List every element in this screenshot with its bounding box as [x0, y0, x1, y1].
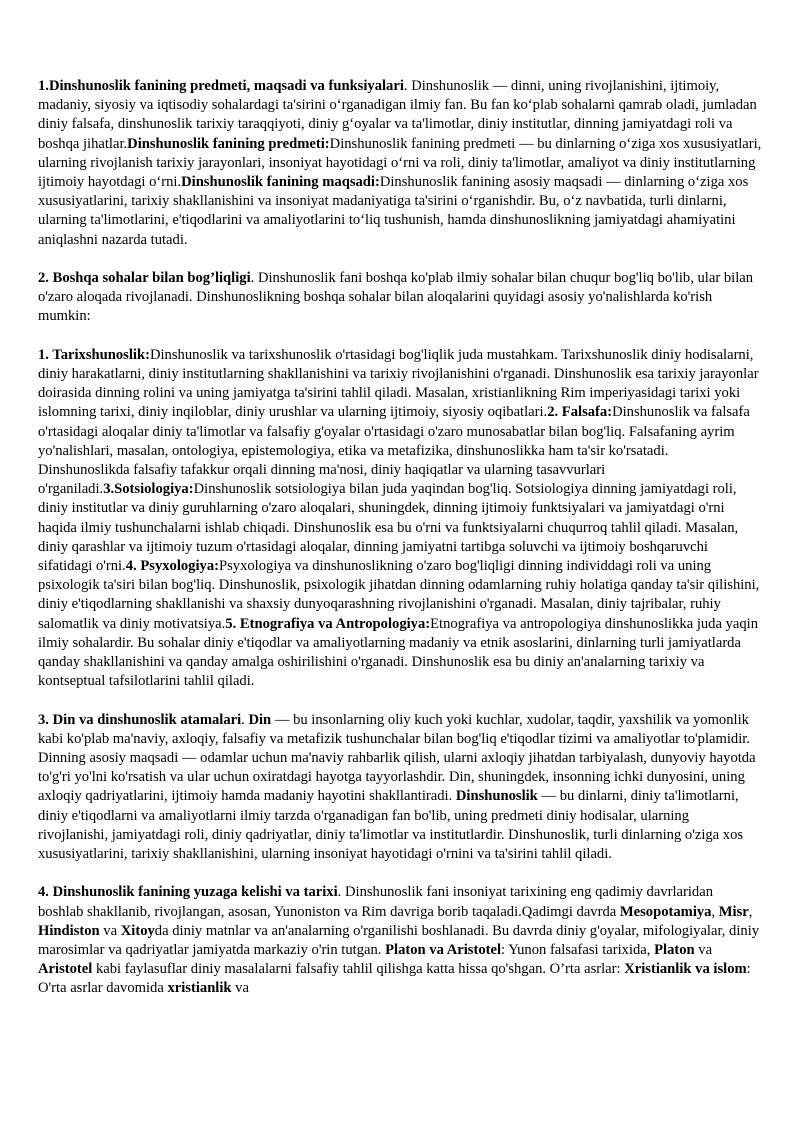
bold-text-run: Mesopotamiya — [619, 903, 712, 920]
bold-text-run: 3.Sotsiologiya: — [103, 481, 194, 498]
text-run: , — [711, 903, 719, 920]
text-run: . Dinshunoslik — dinni, uning rivojlanishini, ijtimoiy, madaniy, siyosiy va iqtisodiy sohalardagi ta'sirini oʻrganadigan ilmiy fan. Bu fan koʻplab sohalarni qamrab oladi, jumladan diniy falsafa, dinshunoslik tarixiy taraqqiyoti, diniy gʻoyalar va ta'limotlar, diniy institutlar, dinning jamiyatdagi roli va boshqa jihatlar. — [38, 78, 757, 152]
text-run: da diniy matnlar va an'analarning o'rganilishi boshlanadi. Bu davrda diniy g'oyalar, mifologiyalar, diniy marosimlar va qadriyatlar jamiyatda markaziy o'rin tutgan. — [38, 922, 760, 959]
paragraph — [38, 77, 762, 250]
text-run: : O'rta asrlar davomida — [38, 961, 751, 997]
bold-text-run: 2. Falsafa: — [547, 404, 613, 421]
text-run: — bu insonlarning oliy kuch yoki kuchlar, xudolar, taqdir, yaxshilik va yomonlik kabi ko'plab ma'naviy, axloqiy, falsafiy va metafizik tushunchalar bilan bog'liq e'tiqodlar tizimi va amaliyotlar to'plamidir. Dinning asosiy maqsadi — odamlar uchun ma'naviy rahbarlik qilish, ularni axloqiy jihatdan tarbiyalash, dunyoviy hayotda to'g'ri yo'lni ko'rsatish va ular uchun oxiratdagi hayotga tayyorlashdir. Din, shuningdek, insonning ichki dunyosini, uning axloqiy qadriyatlarini, ijtimoiy hamda madaniy hayotini shakllantiradi. — [38, 711, 756, 805]
text-run: : Yunon falsafasi tarixida, — [501, 942, 655, 959]
bold-text-run: 2. Boshqa sohalar bilan bog’liqligi — [38, 270, 251, 287]
bold-text-run: Din — [248, 711, 272, 728]
bold-text-run: 4. Psyxologiya: — [125, 558, 219, 575]
text-run: Dinshunoslik va tarixshunoslik o'rtasidagi bog'liqlik juda mustahkam. Tarixshunoslik diniy hodisalarni, diniy harakatlarni, diniy institutlarning shakllanishini va tarixiy rivojlanishini o'rganadi. Dinshunoslik esa tarixiy jarayonlar doirasida dinning rolini va uning jamiyatga ta'sirini tahlil qiladi. Masalan, xristianlikning Rim imperiyasidagi tarixi yoki islomning tarixi, diniy inqiloblar, diniy urushlar va ularning ijtimoiy, siyosiy oqibatlari. — [38, 346, 759, 421]
document-page — [38, 77, 762, 1018]
text-run: — bu dinlarni, diniy ta'limotlarni, diniy e'tiqodlarni va amaliyotlarni ilmiy tarzda o'rganadigan fan bo'lib, uning predmeti diniy hodisalar, ularning rivojlanishi, jamiyatdagi roli, diniy qadriyatlar, diniy ta'limotlar va institutlardir. Dinshunoslik, turli dinlarning o'ziga xos xususiyatlarini, tarixiy shakllanishini, ularning insoniyat hayotidagi o'rnini va ta'sirini tahlil qiladi. — [38, 788, 744, 863]
text-run: kabi faylasuflar diniy masalalarni falsafiy tahlil qilishga katta hissa qo'shgan. O’rta asrlar: — [92, 961, 625, 978]
text-run: . Dinshunoslik fani insoniyat tarixining eng qadimiy davrlaridan boshlab shakllanib, rivojlangan, asosan, Yunoniston va Rim davriga borib taqaladi.Qadimgi davrda — [38, 884, 713, 920]
text-run: . Dinshunoslik fani boshqa ko'plab ilmiy sohalar bilan chuqur bog'liq bo'lib, ular bilan o'zaro aloqada rivojlanadi. Dinshunoslikning boshqa sohalar bilan aloqalarini quyidagi asosiy yo'nalishlarda ko'rish mumkin: — [38, 270, 754, 325]
bold-text-run: Dinshunoslik fanining predmeti: — [127, 135, 330, 152]
bold-text-run: Dinshunoslik — [455, 788, 538, 805]
bold-text-run: Platon — [654, 942, 695, 959]
bold-text-run: Xitoy — [120, 922, 155, 939]
bold-text-run: Xristianlik va islom — [624, 961, 747, 978]
text-run: va — [231, 980, 249, 997]
text-run: Dinshunoslik va falsafa o'rtasidagi aloqalar diniy ta'limotlar va falsafiy g'oyalar o'rtasidagi o'zaro munosabatlar bilan bog'liq. Falsafaning ayrim yo'nalishlari, masalan, ontologiya, epistemologiya, etika va metafizika, dinshunoslikka ham ta'sir ko'rsatadi. Dinshunoslikda falsafiy tafakkur orqali dinning ma'nosi, diniy haqiqatlar va ularning tasavvurlari o'rganiladi. — [38, 404, 750, 498]
text-run: Dinshunoslik sotsiologiya bilan juda yaqindan bog'liq. Sotsiologiya dinning jamiyatdagi roli, diniy institutlar va diniy guruhlarning o'zaro aloqalari, shuningdek, dinning ijtimoiy funktsiyalari va jamiyatdagi o'rni haqida ilmiy tushunchalarni ishlab chiqadi. Dinshunoslik esa bu o'rni va funktsiyalarni chuqurroq tahlil qiladi. Masalan, diniy qarashlar va ijtimoiy tuzum o'rtasidagi aloqalar, dinning jamiyatni tartibga soluvchi va ijtimoiy boshqaruvchi sifatidagi o'rni. — [38, 481, 739, 575]
bold-text-run: 1.Dinshunoslik fanining predmeti, maqsadi va funksiyalari — [38, 78, 404, 94]
bold-text-run: Misr — [718, 903, 749, 920]
text-run: Etnografiya va antropologiya dinshunoslikka juda yaqin ilmiy sohalardir. Bu sohalar diniy e'tiqodlar va amaliyotlarning madaniy va etnik asoslarini, dinlarning turli jamiyatlarda qanday shakllanishini va qanday amalga oshirilishini o'rganadi. Dinshunoslik esa bu diniy an'analarning tarixiy va kontseptual tafsilotlarini tahlil qiladi. — [38, 615, 759, 690]
text-run: va — [694, 942, 713, 959]
paragraph — [38, 883, 762, 998]
paragraph — [38, 711, 762, 865]
text-run: . — [241, 711, 249, 728]
text-run: Dinshunoslik fanining predmeti — bu dinlarning oʻziga xos xususiyatlari, ularning rivojlanish tarixiy jarayonlari, insoniyat hayotidagi oʻrni va roli, diniy ta'limotlar, amaliyot va diniy institutlarning ijtimoiy hayotdagi oʻrni. — [38, 135, 762, 191]
bold-text-run: 5. Etnografiya va Antropologiya: — [225, 615, 431, 632]
bold-text-run: 1. Tarixshunoslik: — [38, 346, 150, 363]
text-run: Psyxologiya va dinshunoslikning o'zaro bog'liqligi dinning individdagi roli va uning psixologik ta'siri bilan bog'liq. Dinshunoslik, psixologik jihatdan dinning odamlarning ruhiy holatiga qanday ta'sir qilishini, diniy e'tiqodlarning shakllanishi va shaxsiy dunyoqarashning rivojlanishini o'rganadi. Masalan, diniy tajribalar, ruhiy salomatlik va diniy motivatsiya. — [38, 558, 760, 632]
bold-text-run: Dinshunoslik fanining maqsadi: — [181, 174, 380, 191]
text-run: va — [99, 922, 121, 939]
bold-text-run: 3. Din va dinshunoslik atamalari — [38, 711, 242, 728]
bold-text-run: 4. Dinshunoslik fanining yuzaga kelishi va tarixi — [38, 884, 338, 901]
bold-text-run: xristianlik — [167, 980, 232, 997]
paragraph — [38, 269, 762, 327]
paragraph — [38, 346, 762, 692]
bold-text-run: Hindiston — [38, 922, 100, 939]
bold-text-run: Aristotel — [38, 961, 93, 978]
text-run: , — [748, 903, 753, 920]
bold-text-run: Platon va Aristotel — [385, 942, 502, 959]
text-run: Dinshunoslik fanining asosiy maqsadi — dinlarning oʻziga xos xususiyatlarini, tarixiy shakllanishini va insoniyat madaniyatiga ta'sirini oʻrganishdir. Bu, oʻz navbatida, turli dinlarni, ularning ta'limotlarini, e'tiqodlarini va amaliyotlarini toʻliq tushunish, hamda dinshunoslikning jamiyatdagi ahamiyatini aniqlashni nazarda tutadi. — [38, 174, 749, 248]
